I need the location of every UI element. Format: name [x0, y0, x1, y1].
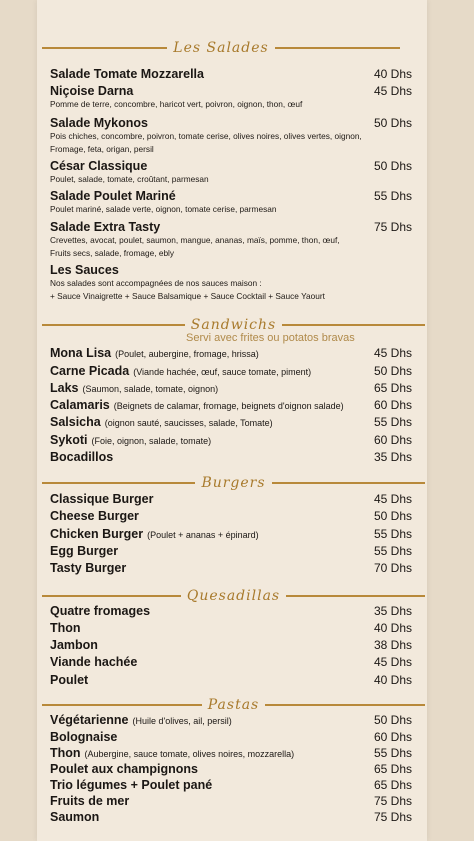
menu-item-description: Nos salades sont accompagnées de nos sauces maison :: [50, 278, 262, 288]
menu-item-ingredients: (Beignets de calamar, fromage, beignets d'oignon salade): [113, 401, 344, 411]
menu-item-price: 65 Dhs: [373, 381, 412, 395]
menu-item-description: Pois chiches, concombre, poivron, tomate cerise, olives noires, olives vertes, oignon,: [50, 131, 362, 141]
menu-item-name: César Classique: [50, 159, 148, 173]
menu-item-ingredients: (Huile d'olives, ail, persil): [132, 716, 232, 726]
menu-item-name: Fruits de mer: [50, 794, 130, 808]
header-rule-right: [265, 704, 425, 706]
menu-item: [50, 544, 412, 558]
menu-item-ingredients: (oignon sauté, saucisses, salade, Tomate): [104, 418, 273, 428]
menu-item-price: 45 Dhs: [373, 346, 412, 360]
menu-item-price: 55 Dhs: [373, 415, 412, 429]
section-header-pastas: [42, 695, 425, 715]
menu-item-price: 60 Dhs: [373, 433, 412, 447]
section-title-salades: Les Salades: [173, 40, 269, 56]
menu-item: [50, 67, 412, 81]
menu-item-description: Fromage, feta, origan, persil: [50, 144, 154, 154]
menu-item-price: 75 Dhs: [373, 810, 412, 824]
menu-item-price: 60 Dhs: [373, 398, 412, 412]
section-header-quesadillas: [42, 586, 425, 606]
menu-item: [50, 84, 412, 98]
section-title-sandwichs: Sandwichs: [190, 317, 277, 333]
menu-item-name: Egg Burger: [50, 544, 119, 558]
menu-item: [50, 810, 412, 824]
menu-item-name: Tasty Burger: [50, 561, 127, 575]
menu-item-price: 60 Dhs: [373, 730, 412, 744]
menu-item-description: Poulet, salade, tomate, croûtant, parmesan: [50, 174, 209, 184]
menu-item-description: Crevettes, avocat, poulet, saumon, mangue, ananas, maïs, pomme, thon, œuf,: [50, 235, 340, 245]
menu-item-name: Cheese Burger: [50, 509, 139, 523]
menu-item-ingredients: (Poulet + ananas + épinard): [147, 530, 259, 540]
menu-item-name: Poulet: [50, 673, 89, 687]
menu-item-price: 55 Dhs: [373, 746, 412, 760]
menu-item-ingredients: (Aubergine, sauce tomate, olives noires, mozzarella): [84, 749, 295, 759]
header-rule-right: [286, 595, 425, 597]
menu-item-price: 45 Dhs: [373, 84, 412, 98]
menu-item-price: 40 Dhs: [373, 673, 412, 687]
menu-item: [50, 509, 412, 523]
menu-item: [50, 220, 412, 234]
menu-item-name: Salsicha: [50, 415, 101, 429]
header-rule-left: [42, 482, 195, 484]
menu-item-price: 50 Dhs: [373, 509, 412, 523]
menu-item-price: 45 Dhs: [373, 492, 412, 506]
menu-item: [50, 433, 412, 447]
menu-item-ingredients: (Poulet, aubergine, fromage, hrissa): [115, 349, 259, 359]
menu-item-ingredients: (Saumon, salade, tomate, oignon): [82, 384, 219, 394]
menu-item-price: 35 Dhs: [373, 604, 412, 618]
menu-item-name: Classique Burger: [50, 492, 154, 506]
menu-item-name: Poulet aux champignons: [50, 762, 198, 776]
menu-item-name: Salade Poulet Mariné: [50, 189, 176, 203]
menu-item: [50, 621, 412, 635]
menu-item: [50, 450, 412, 464]
menu-item: [50, 346, 412, 360]
menu-item-name: Laks: [50, 381, 79, 395]
menu-item-name: Végétarienne: [50, 713, 129, 727]
menu-item: [50, 604, 412, 618]
menu-item: [50, 381, 412, 395]
menu-item-name: Salade Mykonos: [50, 116, 148, 130]
menu-item-price: 50 Dhs: [373, 116, 412, 130]
menu-item: [50, 561, 412, 575]
section-header-burgers: [42, 473, 425, 493]
menu-item-price: 75 Dhs: [373, 794, 412, 808]
menu-item-ingredients: (Foie, oignon, salade, tomate): [91, 436, 212, 446]
menu-item: [50, 746, 412, 760]
menu-item-name: Thon: [50, 621, 81, 635]
menu-item-price: 38 Dhs: [373, 638, 412, 652]
header-rule-right: [275, 47, 400, 49]
menu-item: [50, 263, 412, 277]
menu-item: [50, 762, 412, 776]
section-header-salades: [42, 38, 400, 58]
menu-item-name: Mona Lisa: [50, 346, 112, 360]
menu-item-price: 55 Dhs: [373, 189, 412, 203]
menu-item-price: 40 Dhs: [373, 621, 412, 635]
menu-item-name: Calamaris: [50, 398, 110, 412]
header-rule-left: [42, 595, 181, 597]
menu-item-name: Thon: [50, 746, 81, 760]
menu-item-price: 50 Dhs: [373, 159, 412, 173]
menu-item-name: Salade Extra Tasty: [50, 220, 161, 234]
menu-item-price: 65 Dhs: [373, 762, 412, 776]
menu-item: [50, 730, 412, 744]
menu-item: [50, 364, 412, 378]
menu-item-name: Saumon: [50, 810, 100, 824]
header-rule-left: [42, 47, 167, 49]
menu-item-price: 55 Dhs: [373, 544, 412, 558]
menu-item-name: Les Sauces: [50, 263, 119, 277]
menu-item-name: Chicken Burger: [50, 527, 144, 541]
menu-item-price: 70 Dhs: [373, 561, 412, 575]
menu-item-price: 35 Dhs: [373, 450, 412, 464]
menu-item: [50, 655, 412, 669]
header-rule-left: [42, 704, 202, 706]
menu-item-name: Bolognaise: [50, 730, 118, 744]
menu-item-price: 50 Dhs: [373, 364, 412, 378]
section-title-quesadillas: Quesadillas: [186, 588, 281, 604]
menu-item-price: 45 Dhs: [373, 655, 412, 669]
menu-item-name: Quatre fromages: [50, 604, 151, 618]
menu-item-name: Salade Tomate Mozzarella: [50, 67, 204, 81]
menu-item-name: Sykoti: [50, 433, 88, 447]
menu-item-price: 55 Dhs: [373, 527, 412, 541]
menu-item: [50, 189, 412, 203]
menu-item: [50, 638, 412, 652]
menu-item-description: Poulet mariné, salade verte, oignon, tomate cerise, parmesan: [50, 204, 277, 214]
menu-item-name: Viande hachée: [50, 655, 138, 669]
menu-item: [50, 116, 412, 130]
menu-item: [50, 159, 412, 173]
menu-item: [50, 713, 412, 727]
header-rule-right: [272, 482, 425, 484]
menu-item-name: Trio légumes + Poulet pané: [50, 778, 213, 792]
menu-item-name: Carne Picada: [50, 364, 130, 378]
header-rule-left: [42, 324, 185, 326]
section-title-pastas: Pastas: [207, 697, 260, 713]
menu-item-price: 75 Dhs: [373, 220, 412, 234]
menu-item-description: Pomme de terre, concombre, haricot vert, poivron, oignon, thon, œuf: [50, 99, 303, 109]
section-title-burgers: Burgers: [201, 475, 266, 491]
section-subtitle-sandwichs: Servi avec frites ou potatos bravas: [186, 332, 355, 344]
menu-item: [50, 778, 412, 792]
menu-item: [50, 492, 412, 506]
menu-item-price: 65 Dhs: [373, 778, 412, 792]
menu-item-ingredients: (Viande hachée, œuf, sauce tomate, piment): [133, 367, 312, 377]
menu-item: [50, 398, 412, 412]
menu-item: [50, 527, 412, 541]
menu-item-description: Fruits secs, salade, fromage, ebly: [50, 248, 175, 258]
menu-item-name: Jambon: [50, 638, 98, 652]
menu-item-price: 50 Dhs: [373, 713, 412, 727]
menu-item-name: Niçoise Darna: [50, 84, 134, 98]
menu-item: [50, 415, 412, 429]
menu-item: [50, 794, 412, 808]
menu-item-description: + Sauce Vinaigrette + Sauce Balsamique + Sauce Cocktail + Sauce Yaourt: [50, 291, 325, 301]
menu-item-name: Bocadillos: [50, 450, 114, 464]
menu-item-price: 40 Dhs: [373, 67, 412, 81]
menu-item: [50, 673, 412, 687]
header-rule-right: [282, 324, 425, 326]
